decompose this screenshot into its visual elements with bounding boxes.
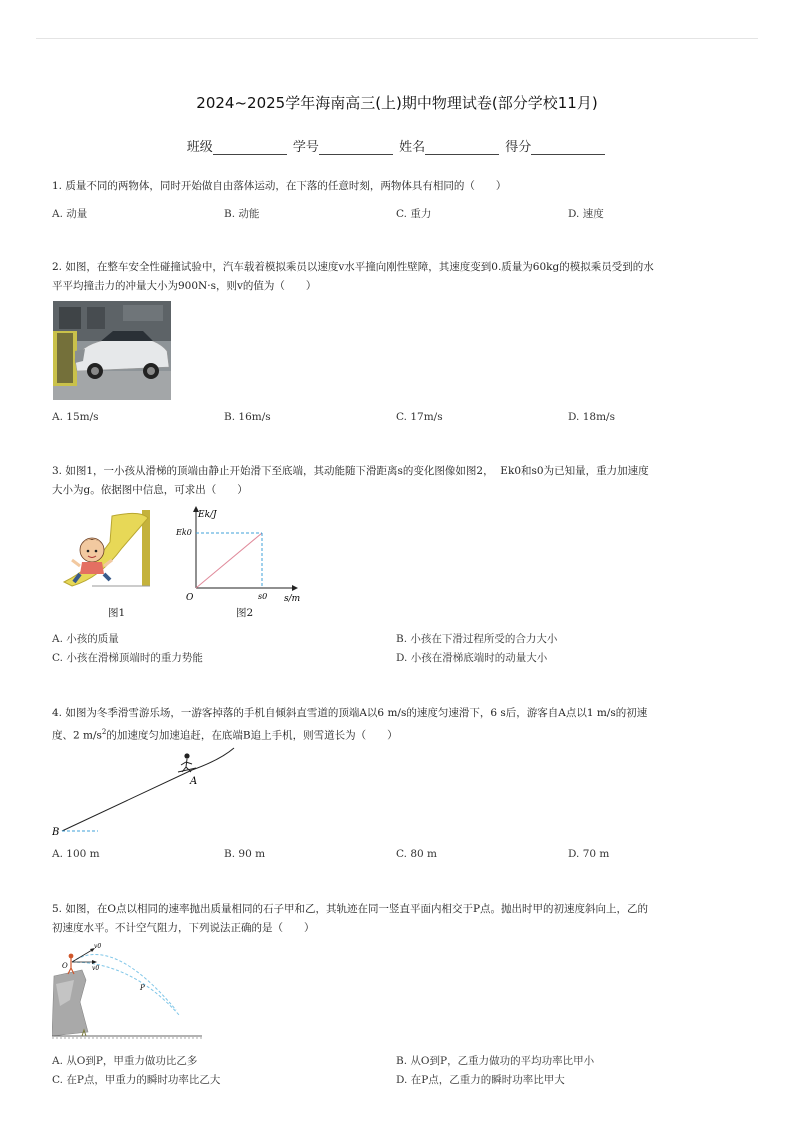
question-3-stem xyxy=(52,462,752,500)
q4-stem-exponent: 2 xyxy=(101,728,107,736)
q1-option-c[interactable]: C. 重力 xyxy=(396,208,432,220)
header-divider xyxy=(36,38,758,39)
q3-stem-line1b: Ek0和s0为已知量，重力加速度 xyxy=(500,465,649,477)
student-info-line xyxy=(0,136,794,155)
q2-option-b[interactable]: B. 16m/s xyxy=(224,411,271,423)
v0-lower-label: v0 xyxy=(92,965,100,972)
q3-option-c[interactable]: C. 小孩在滑梯顶端时的重力势能 xyxy=(52,652,203,664)
graph-ek0-label: Ek0 xyxy=(176,528,192,537)
name-label: 姓名 xyxy=(399,140,426,155)
point-b-label: B xyxy=(52,827,60,838)
q5-option-d[interactable]: D. 在P点，乙重力的瞬时功率比甲大 xyxy=(396,1074,565,1086)
graph-s0-label: s0 xyxy=(258,592,268,601)
q2-stem-line1: 2. 如图，在整车安全性碰撞试验中，汽车载着模拟乘员以速度v水平撞向刚性壁障，其速度变到0.质量为60kg的模拟乘员受到的水 xyxy=(52,261,654,273)
question-4-stem xyxy=(52,704,752,746)
q4-option-b[interactable]: B. 90 m xyxy=(224,848,266,860)
q2-stem-line2: 平平均撞击力的冲量大小为900N·s，则v的值为（ ） xyxy=(52,280,317,292)
question-1-stem: 1. 质量不同的两物体，同时开始做自由落体运动，在下落的任意时刻，两物体具有相同的（ ） xyxy=(52,180,507,192)
q4-option-c[interactable]: C. 80 m xyxy=(396,848,437,860)
class-label: 班级 xyxy=(186,140,213,155)
q5-option-c[interactable]: C. 在P点，甲重力的瞬时功率比乙大 xyxy=(52,1074,221,1086)
point-o-label: O xyxy=(62,962,68,970)
q4-stem-line2c: 的加速度匀加速追赶，在底端B追上手机，则雪道长为（ ） xyxy=(106,729,398,742)
q3-option-d[interactable]: D. 小孩在滑梯底端时的动量大小 xyxy=(396,652,548,664)
crash-test-photo xyxy=(53,301,171,400)
page-title: 2024~2025学年海南高三(上)期中物理试卷(部分学校11月) xyxy=(196,94,598,112)
question-2-stem xyxy=(52,258,752,296)
point-a-label: A xyxy=(190,776,198,787)
fig1-caption: 图1 xyxy=(108,607,126,619)
slide-figure xyxy=(52,508,152,592)
q4-option-d[interactable]: D. 70 m xyxy=(568,848,610,860)
graph-ylabel: Ek/J xyxy=(198,510,217,520)
score-label: 得分 xyxy=(505,140,532,155)
q5-stem-line1: 5. 如图，在O点以相同的速率抛出质量相同的石子甲和乙，其轨迹在同一竖直平面内相交于P点。抛出时甲的初速度斜向上，乙的 xyxy=(52,903,649,915)
student-id-label: 学号 xyxy=(292,140,319,155)
q3-stem-line2: 大小为g。依据图中信息，可求出（ ） xyxy=(52,484,248,496)
q3-option-b[interactable]: B. 小孩在下滑过程所受的合力大小 xyxy=(396,633,558,645)
question-5-stem xyxy=(52,900,752,938)
q4-stem-line2a: 度、2 m/s xyxy=(52,729,102,742)
v0-upper-label: v0 xyxy=(94,943,102,950)
fig2-caption: 图2 xyxy=(236,607,254,619)
name-blank[interactable] xyxy=(425,142,499,155)
q5-stem-line2: 初速度水平。不计空气阻力，下列说法正确的是（ ） xyxy=(52,922,315,934)
q3-option-a[interactable]: A. 小孩的质量 xyxy=(52,633,119,645)
kinetic-energy-graph xyxy=(172,504,312,604)
q5-option-b[interactable]: B. 从O到P，乙重力做功的平均功率比甲小 xyxy=(396,1055,595,1067)
projectile-figure xyxy=(52,940,204,1044)
q2-option-c[interactable]: C. 17m/s xyxy=(396,411,443,423)
q2-option-a[interactable]: A. 15m/s xyxy=(52,411,99,423)
q5-option-a[interactable]: A. 从O到P，甲重力做功比乙多 xyxy=(52,1055,198,1067)
point-p-label: P xyxy=(140,984,145,992)
q1-option-a[interactable]: A. 动量 xyxy=(52,208,88,220)
score-blank[interactable] xyxy=(531,142,605,155)
class-blank[interactable] xyxy=(213,142,287,155)
q2-option-d[interactable]: D. 18m/s xyxy=(568,411,615,423)
ski-slope-figure xyxy=(52,742,252,838)
graph-xlabel: s/m xyxy=(284,594,301,604)
q4-option-a[interactable]: A. 100 m xyxy=(52,848,100,860)
q1-option-d[interactable]: D. 速度 xyxy=(568,208,604,220)
student-id-blank[interactable] xyxy=(319,142,393,155)
graph-origin-label: O xyxy=(186,593,194,603)
q3-stem-line1a: 3. 如图1，一小孩从滑梯的顶端由静止开始滑下至底端，其动能随下滑距离s的变化图像如图2， xyxy=(52,465,494,477)
q4-stem-line1: 4. 如图为冬季滑雪游乐场，一游客掉落的手机自倾斜直雪道的顶端A以6 m/s的速度匀速滑下，6 s后，游客自A点以1 m/s的初速 xyxy=(52,707,648,719)
q1-option-b[interactable]: B. 动能 xyxy=(224,208,260,220)
